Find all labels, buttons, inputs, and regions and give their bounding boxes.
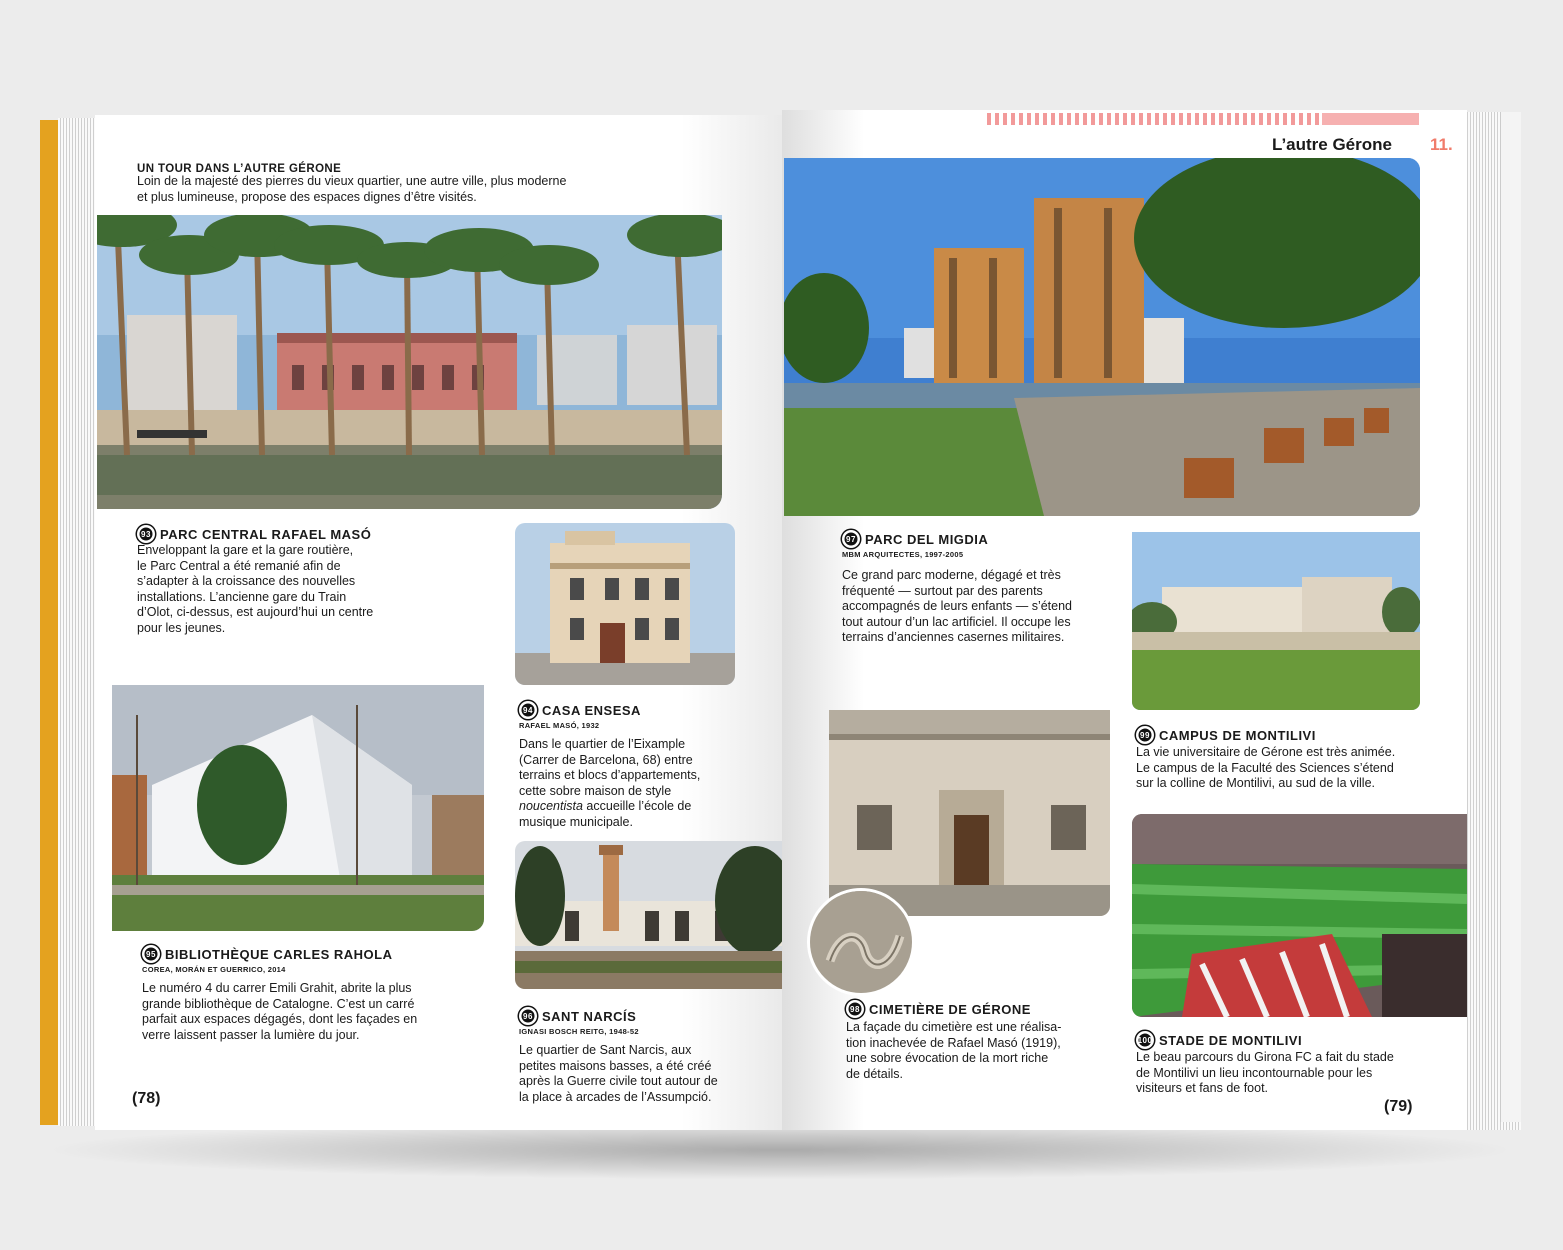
entry-96-title: 96 SANT NARCÍS xyxy=(519,1007,636,1025)
entry-94-subtitle: RAFAEL MASÓ, 1932 xyxy=(519,721,600,730)
entry-97-subtitle: MBM ARQUITECTES, 1997-2005 xyxy=(842,550,964,559)
photo-cimetiere xyxy=(829,710,1110,916)
photo-parc-del-migdia xyxy=(784,158,1420,516)
number-badge: 97 xyxy=(842,530,860,548)
photo-bibliotheque xyxy=(112,685,484,931)
entry-98-text: La façade du cimetière est une réalisa- tion inachevée de Rafael Masó (1919), une sobre évocation de la mort riche de détails. xyxy=(846,1020,1062,1081)
photo-cimetiere-detail xyxy=(807,888,915,996)
number-badge: 94 xyxy=(519,701,537,719)
number-badge: 95 xyxy=(142,945,160,963)
entry-95-text: Le numéro 4 du carrer Emili Grahit, abrite la plus grande bibliothèque de Catalogne. C’est un carré parfait aux espaces dégagés, dont les façades en verre laissent passer la lumière du jour. xyxy=(142,981,418,1042)
number-badge: 96 xyxy=(519,1007,537,1025)
entry-100-title: 100 STADE DE MONTILIVI xyxy=(1137,1032,1303,1048)
chapter-number: 11. xyxy=(1430,135,1453,154)
page-number-right: (79) xyxy=(1384,1098,1413,1115)
entry-94-title: 94 CASA ENSESA xyxy=(519,701,641,719)
chapter-title: L’autre Gérone xyxy=(1272,135,1392,154)
entry-96-text: Le quartier de Sant Narcis, aux petites maisons basses, a été créé après la Guerre civile tout autour de la place à arcades de l’Assumpció. xyxy=(519,1043,718,1104)
photo-casa-ensesa xyxy=(515,523,735,685)
photo-parc-central xyxy=(97,215,722,509)
photo-sant-narcis xyxy=(515,841,785,989)
entry-97-title: 97 PARC DEL MIGDIA xyxy=(842,530,988,548)
number-badge: 98 xyxy=(846,1000,864,1018)
header-decoration-solid xyxy=(1322,113,1419,125)
page-number-left: (78) xyxy=(132,1090,161,1107)
number-badge: 93 xyxy=(137,525,155,543)
entry-97-text: Ce grand parc moderne, dégagé et très fréquenté — surtout par des parents accompagnés de leurs enfants — s’étend tout autour d’un lac artificiel. Il occupe les terrains d’anciennes casernes militaires. xyxy=(842,568,1072,644)
left-page xyxy=(95,115,785,1130)
entry-93-text: Enveloppant la gare et la gare routière, le Parc Central a été remanié afin de s’adapter à la croissance des nouvelles installations. L’ancienne gare du Train d’Olot, ci-dessus, est aujourd’hui un centre pour les jeunes. xyxy=(137,543,374,635)
entry-94-text: Dans le quartier de l’Eixample (Carrer de Barcelona, 68) entre terrains et blocs d’appartements, cette sobre maison de style noucentista accueille l’école de musique municipale. xyxy=(519,737,701,829)
entry-99-title: 99 CAMPUS DE MONTILIVI xyxy=(1136,726,1316,744)
entry-93-title: 93 PARC CENTRAL RAFAEL MASÓ xyxy=(137,525,371,543)
entry-98-title: 98 CIMETIÈRE DE GÉRONE xyxy=(846,1000,1031,1018)
number-badge: 99 xyxy=(1136,726,1154,744)
back-cover-edge xyxy=(1500,112,1521,1122)
page-edges-left xyxy=(58,118,98,1126)
entry-95-title: 95 BIBLIOTHÈQUE CARLES RAHOLA xyxy=(142,945,393,963)
photo-stade-montilivi xyxy=(1132,814,1467,1017)
entry-100-text: Le beau parcours du Girona FC a fait du stade de Montilivi un lieu incontournable pour les visiteurs et fans de foot. xyxy=(1136,1050,1394,1095)
number-badge: 100 xyxy=(1136,1031,1154,1049)
intro-text: Loin de la majesté des pierres du vieux quartier, une autre ville, plus moderne et plus lumineuse, propose des espaces dignes d’être visités. xyxy=(137,174,567,204)
right-page xyxy=(782,110,1467,1130)
photo-campus-montilivi xyxy=(1132,532,1420,710)
entry-95-subtitle: COREA, MORÁN ET GUERRICO, 2014 xyxy=(142,965,286,974)
intro-heading: UN TOUR DANS L’AUTRE GÉRONE xyxy=(137,163,342,175)
entry-99-text: La vie universitaire de Gérone est très animée. Le campus de la Faculté des Sciences s’étend sur la colline de Montilivi, au sud de la ville. xyxy=(1136,745,1396,790)
entry-96-subtitle: IGNASI BOSCH REITG, 1948-52 xyxy=(519,1027,639,1036)
